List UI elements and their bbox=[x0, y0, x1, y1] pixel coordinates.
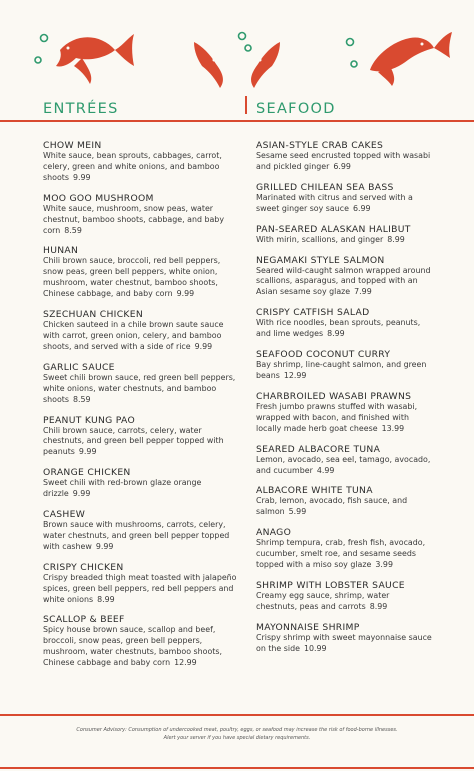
menu-item-price: 8.59 bbox=[64, 225, 82, 235]
menu-item-description-text: Shrimp tempura, crab, fresh fish, avocado, cucumber, smelt roe, and sesame seeds topped with a miso soy glaze bbox=[256, 538, 426, 570]
menu-item-description bbox=[256, 193, 432, 215]
menu-item-description-text: Chicken sauteed in a chile brown saute sauce with carrot, green onion, celery, and bamboo shoots, and served with a side of rice bbox=[43, 320, 224, 351]
koi-decoration-row bbox=[0, 20, 474, 90]
menu-item-name: SZECHUAN CHICKEN bbox=[43, 309, 144, 321]
menu-item-description bbox=[43, 625, 239, 669]
menu-item bbox=[43, 245, 239, 300]
menu-item-description bbox=[256, 151, 432, 173]
menu-item-price: 8.99 bbox=[369, 601, 388, 611]
column-divider bbox=[245, 96, 247, 114]
advisory-line-2: Alert your server if you have special dietary requirements. bbox=[163, 734, 311, 741]
menu-item-price: 8.99 bbox=[387, 234, 405, 244]
advisory-line-1: Consumer Advisory: Consumption of undercooked meat, poultry, eggs, or seafood may increase the risk of food-borne illnesses. bbox=[76, 727, 398, 733]
menu-item-price: 6.99 bbox=[352, 203, 371, 213]
menu-item bbox=[256, 580, 432, 613]
menu-item-name: NEGAMAKI STYLE SALMON bbox=[256, 254, 385, 266]
header-divider bbox=[0, 120, 474, 122]
menu-item-name: MAYONNAISE SHRIMP bbox=[256, 621, 360, 633]
menu-item-description bbox=[43, 204, 239, 237]
menu-item-description bbox=[256, 318, 432, 340]
menu-item bbox=[256, 485, 432, 518]
menu-item-description bbox=[256, 360, 432, 382]
menu-item bbox=[43, 193, 239, 237]
menu-item-description-text: Spicy house brown sauce, scallop and beef, broccoli, snow peas, green bell peppers, mushroom, water chestnuts, bamboo shoots, Chinese cabbage and baby corn bbox=[43, 625, 223, 668]
menu-item-price: 9.99 bbox=[194, 341, 213, 351]
menu-item-name: MOO GOO MUSHROOM bbox=[43, 192, 154, 204]
menu-item-description-text: Sweet chili with red-brown glaze orange drizzle bbox=[43, 478, 202, 499]
menu-item-description bbox=[256, 402, 432, 435]
menu-item-description-text: White sauce, mushroom, snow peas, water chestnut, bamboo shoots, cabbage, and baby corn bbox=[43, 203, 224, 235]
menu-item-price: 9.99 bbox=[72, 172, 91, 182]
consumer-advisory bbox=[0, 727, 474, 742]
menu-item-description-text: Bay shrimp, line-caught salmon, and green beans bbox=[256, 360, 427, 380]
menu-item-description bbox=[43, 320, 239, 353]
koi-fish-left-icon bbox=[30, 28, 140, 90]
seafood-heading: SEAFOOD bbox=[256, 101, 336, 117]
menu-item bbox=[256, 444, 432, 477]
menu-item bbox=[256, 391, 432, 435]
menu-item bbox=[256, 622, 432, 655]
menu-item-description-text: Crab, lemon, avocado, fish sauce, and salmon bbox=[256, 496, 408, 517]
menu-item-description bbox=[256, 538, 432, 571]
menu-item-description bbox=[43, 573, 239, 606]
menu-item-price: 4.99 bbox=[316, 465, 335, 475]
menu-item-description-text: Seared wild-caught salmon wrapped around scallions, asparagus, and topped with an Asian sesame soy glaze bbox=[256, 265, 431, 297]
menu-item-price: 13.99 bbox=[381, 423, 405, 433]
menu-item-name: CRISPY CATFISH SALAD bbox=[256, 307, 370, 319]
menu-item-description bbox=[43, 151, 239, 184]
menu-item-description bbox=[256, 235, 432, 246]
menu-item-price: 6.99 bbox=[333, 161, 351, 171]
koi-fish-center-icon bbox=[190, 30, 285, 92]
menu-item-description-text: Chili brown sauce, carrots, celery, water chestnuts, and green bell pepper topped with peanuts bbox=[43, 425, 224, 457]
menu-item-price: 7.99 bbox=[354, 287, 372, 297]
menu-item-price: 12.99 bbox=[283, 370, 307, 380]
menu-item-description-text: Marinated with citrus and served with a sweet ginger soy sauce bbox=[256, 192, 413, 213]
menu-item-name: HUNAN bbox=[43, 245, 79, 257]
menu-item bbox=[256, 307, 432, 340]
menu-item-name: GRILLED CHILEAN SEA BASS bbox=[256, 181, 394, 193]
menu-item-price: 8.99 bbox=[97, 594, 115, 604]
menu-item bbox=[43, 362, 239, 406]
menu-item-description-text: Sesame seed encrusted topped with wasabi and pickled ginger bbox=[256, 151, 431, 171]
menu-item-price: 9.99 bbox=[78, 447, 97, 457]
menu-item-description bbox=[43, 373, 239, 406]
menu-item bbox=[43, 467, 239, 500]
menu-item-name: CASHEW bbox=[43, 509, 86, 521]
menu-item-price: 8.59 bbox=[72, 394, 91, 404]
menu-item bbox=[256, 527, 432, 571]
menu-item-description bbox=[256, 591, 432, 613]
menu-item bbox=[43, 509, 239, 553]
menu-item-name: ASIAN-STYLE CRAB CAKES bbox=[256, 140, 384, 151]
menu-item-description bbox=[43, 426, 239, 459]
menu-item-name: CRISPY CHICKEN bbox=[43, 561, 124, 573]
menu-item-name: PAN-SEARED ALASKAN HALIBUT bbox=[256, 223, 411, 235]
menu-item-name: SCALLOP & BEEF bbox=[43, 614, 125, 626]
menu-item-description-text: Creamy egg sauce, shrimp, water chestnuts, peas and carrots bbox=[256, 590, 390, 611]
menu-item-price: 9.99 bbox=[72, 489, 91, 499]
menu-item-description-text: Fresh jumbo prawns stuffed with wasabi, wrapped with bacon, and finished with locally made herb goat cheese bbox=[256, 401, 418, 433]
menu-item-price: 3.99 bbox=[375, 560, 393, 570]
menu-item bbox=[43, 614, 239, 669]
menu-item-price: 8.99 bbox=[327, 329, 345, 339]
menu-item bbox=[256, 182, 432, 215]
menu-item-price: 12.99 bbox=[174, 658, 197, 668]
seafood-column bbox=[256, 140, 432, 664]
menu-item bbox=[43, 415, 239, 459]
entrees-heading: ENTRÉES bbox=[43, 101, 119, 117]
menu-item-name: SEAFOOD COCONUT CURRY bbox=[256, 349, 391, 361]
menu-item bbox=[256, 140, 432, 173]
bottom-border bbox=[0, 767, 474, 769]
menu-item-name: CHARBROILED WASABI PRAWNS bbox=[256, 390, 412, 402]
menu-item-description-text: Lemon, avocado, sea eel, tamago, avocado, and cucumber bbox=[256, 454, 431, 475]
footer-divider bbox=[0, 714, 474, 716]
menu-item-description-text: Crispy breaded thigh meat toasted with jalapeño spices, green bell peppers, red bell peppers and white onions bbox=[43, 572, 237, 604]
entrees-column bbox=[43, 140, 239, 678]
menu-item-price: 9.99 bbox=[95, 541, 114, 551]
menu-item bbox=[43, 562, 239, 606]
menu-item-description bbox=[256, 633, 432, 655]
menu-item-price: 9.99 bbox=[176, 289, 195, 299]
menu-item-description bbox=[43, 256, 239, 300]
koi-fish-right-icon bbox=[340, 28, 455, 90]
menu-item-name: PEANUT KUNG PAO bbox=[43, 414, 135, 426]
menu-item-name: GARLIC SAUCE bbox=[43, 361, 115, 373]
menu-item-name: CHOW MEIN bbox=[43, 140, 102, 151]
menu-item-description-text: With rice noodles, bean sprouts, peanuts, and lime wedges bbox=[256, 318, 421, 339]
menu-item-description-text: With mirin, scallions, and ginger bbox=[256, 234, 384, 244]
menu-item-description-text: Sweet chili brown sauce, red green bell peppers, white onions, water chestnuts, and bamboo shoots bbox=[43, 372, 236, 404]
menu-item-description-text: Brown sauce with mushrooms, carrots, celery, water chestnuts, and green bell pepper topped with cashew bbox=[43, 520, 230, 551]
menu-item-name: ALBACORE WHITE TUNA bbox=[256, 485, 373, 497]
menu-item-description-text: Crispy shrimp with sweet mayonnaise sauce on the side bbox=[256, 632, 432, 653]
menu-item-description bbox=[256, 266, 432, 299]
menu-item bbox=[256, 255, 432, 299]
menu-item-description-text: White sauce, bean sprouts, cabbages, carrot, celery, green and white onions, and bamboo shoots bbox=[43, 151, 222, 182]
menu-item-name: SHRIMP WITH LOBSTER SAUCE bbox=[256, 579, 405, 591]
menu-item bbox=[256, 349, 432, 382]
menu-item-price: 5.99 bbox=[288, 507, 307, 517]
menu-item-name: SEARED ALBACORE TUNA bbox=[256, 443, 381, 455]
menu-item-description bbox=[43, 478, 239, 500]
menu-item-name: ANAGO bbox=[256, 527, 292, 539]
menu-item bbox=[43, 140, 239, 184]
menu-item-description-text: Chili brown sauce, broccoli, red bell peppers, snow peas, green bell peppers, white onion, mushroom, water chestnut, bamboo shoots, Chinese cabbage, and baby corn bbox=[43, 256, 221, 299]
menu-item-description bbox=[256, 496, 432, 518]
menu-item-description bbox=[256, 455, 432, 477]
menu-item-name: ORANGE CHICKEN bbox=[43, 467, 131, 479]
menu-item-price: 10.99 bbox=[303, 643, 327, 653]
menu-item bbox=[43, 309, 239, 353]
menu-item bbox=[256, 224, 432, 246]
menu-item-description bbox=[43, 520, 239, 553]
